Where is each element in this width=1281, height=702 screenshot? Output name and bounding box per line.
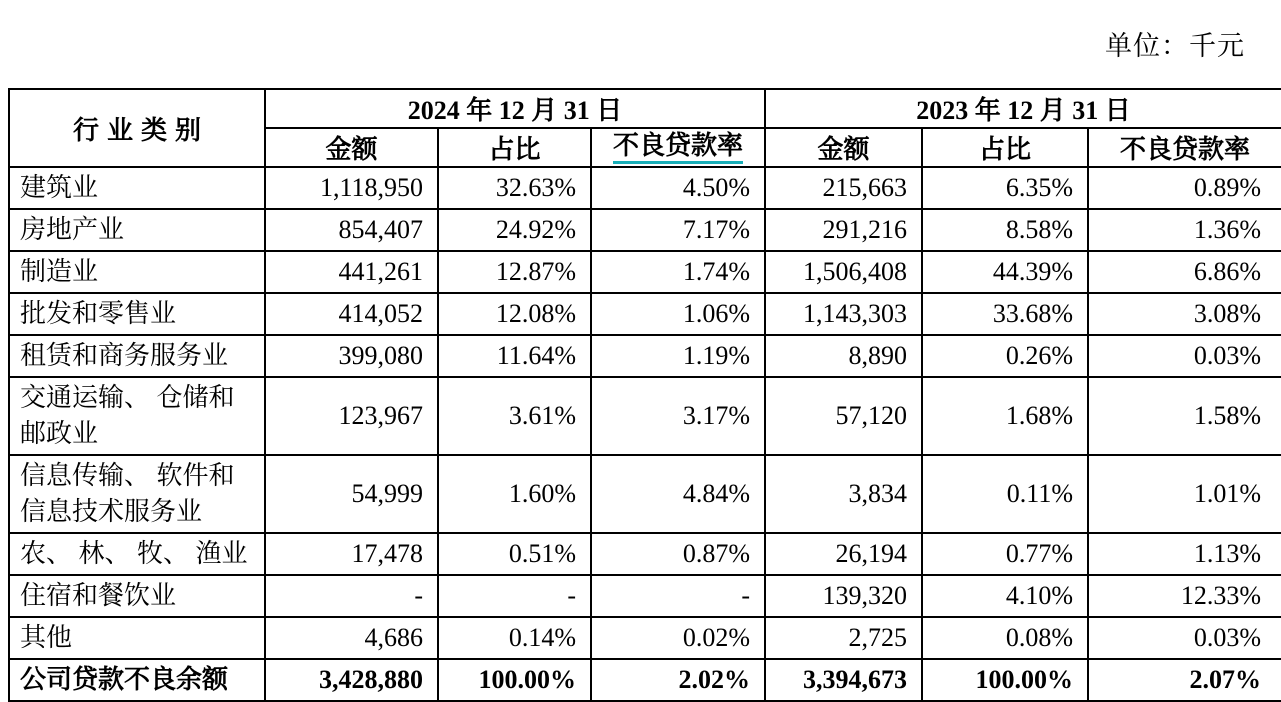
column-header-amount-2023: 金额 <box>765 128 922 167</box>
table-row <box>9 167 1281 209</box>
share-2023-cell: 6.35% <box>922 167 1088 209</box>
npl-2023-cell: 1.13% <box>1088 533 1281 575</box>
column-header-industry: 行业类别 <box>9 89 265 167</box>
column-header-amount-2024: 金额 <box>265 128 438 167</box>
share-2024-cell: 1.60% <box>438 455 591 533</box>
industry-category-cell: 建筑业 <box>9 167 265 209</box>
amount-2023-cell: 139,320 <box>765 575 922 617</box>
industry-category-cell: 交通运输、 仓储和 邮政业 <box>9 377 265 455</box>
share-2024-cell: 11.64% <box>438 335 591 377</box>
column-group-2024: 2024 年 12 月 31 日 <box>265 89 765 128</box>
share-2023-cell: 8.58% <box>922 209 1088 251</box>
amount-2023-cell: 57,120 <box>765 377 922 455</box>
amount-2024-cell: 854,407 <box>265 209 438 251</box>
unit-label: 单位：千元 <box>1105 31 1245 61</box>
npl-2024-cell: 1.19% <box>591 335 765 377</box>
amount-2023-cell: 1,506,408 <box>765 251 922 293</box>
industry-category-cell: 农、 林、 牧、 渔业 <box>9 533 265 575</box>
npl-2024-cell: - <box>591 575 765 617</box>
industry-category-cell: 其他 <box>9 617 265 659</box>
share-2024-cell: - <box>438 575 591 617</box>
share-2024-cell: 0.51% <box>438 533 591 575</box>
npl-2023-cell: 12.33% <box>1088 575 1281 617</box>
amount-2024-cell: 17,478 <box>265 533 438 575</box>
npl-underline-accent: 不良贷款率 <box>613 132 743 163</box>
share-2024-cell: 12.87% <box>438 251 591 293</box>
total-label-cell: 公司贷款不良余额 <box>9 659 265 701</box>
table-row <box>9 575 1281 617</box>
npl-2024-cell: 0.87% <box>591 533 765 575</box>
table-row <box>9 335 1281 377</box>
industry-category-cell: 房地产业 <box>9 209 265 251</box>
amount-2024-cell: 123,967 <box>265 377 438 455</box>
total-npl-2024-cell: 2.02% <box>591 659 765 701</box>
amount-2023-cell: 2,725 <box>765 617 922 659</box>
table-row <box>9 377 1281 455</box>
amount-2024-cell: 54,999 <box>265 455 438 533</box>
column-header-npl-2023: 不良贷款率 <box>1088 128 1281 167</box>
industry-loan-table <box>8 88 1281 702</box>
npl-2024-cell: 4.50% <box>591 167 765 209</box>
share-2023-cell: 44.39% <box>922 251 1088 293</box>
table-header-year-row <box>9 89 1281 128</box>
amount-2023-cell: 1,143,303 <box>765 293 922 335</box>
industry-category-cell: 批发和零售业 <box>9 293 265 335</box>
amount-2024-cell: 4,686 <box>265 617 438 659</box>
total-share-2023-cell: 100.00% <box>922 659 1088 701</box>
npl-2023-cell: 0.03% <box>1088 335 1281 377</box>
industry-category-cell: 住宿和餐饮业 <box>9 575 265 617</box>
npl-2024-cell: 3.17% <box>591 377 765 455</box>
share-2023-cell: 33.68% <box>922 293 1088 335</box>
share-2024-cell: 12.08% <box>438 293 591 335</box>
amount-2023-cell: 215,663 <box>765 167 922 209</box>
table-row <box>9 209 1281 251</box>
column-header-share-2024: 占比 <box>438 128 591 167</box>
total-share-2024-cell: 100.00% <box>438 659 591 701</box>
npl-2023-cell: 1.01% <box>1088 455 1281 533</box>
table-row <box>9 617 1281 659</box>
amount-2024-cell: 414,052 <box>265 293 438 335</box>
total-amount-2023-cell: 3,394,673 <box>765 659 922 701</box>
table-row <box>9 293 1281 335</box>
share-2023-cell: 1.68% <box>922 377 1088 455</box>
share-2024-cell: 3.61% <box>438 377 591 455</box>
industry-category-cell: 信息传输、 软件和 信息技术服务业 <box>9 455 265 533</box>
npl-2023-cell: 3.08% <box>1088 293 1281 335</box>
npl-2024-cell: 0.02% <box>591 617 765 659</box>
total-npl-2023-cell: 2.07% <box>1088 659 1281 701</box>
amount-2024-cell: 399,080 <box>265 335 438 377</box>
share-2023-cell: 0.08% <box>922 617 1088 659</box>
amount-2023-cell: 8,890 <box>765 335 922 377</box>
share-2023-cell: 0.77% <box>922 533 1088 575</box>
npl-2024-cell: 1.06% <box>591 293 765 335</box>
npl-2023-cell: 0.03% <box>1088 617 1281 659</box>
npl-2024-cell: 1.74% <box>591 251 765 293</box>
industry-category-cell: 租赁和商务服务业 <box>9 335 265 377</box>
amount-2024-cell: 441,261 <box>265 251 438 293</box>
amount-2024-cell: - <box>265 575 438 617</box>
npl-2024-cell: 7.17% <box>591 209 765 251</box>
table-total-row <box>9 659 1281 701</box>
amount-2023-cell: 3,834 <box>765 455 922 533</box>
share-2024-cell: 0.14% <box>438 617 591 659</box>
column-header-share-2023: 占比 <box>922 128 1088 167</box>
npl-2023-cell: 1.36% <box>1088 209 1281 251</box>
npl-2023-cell: 0.89% <box>1088 167 1281 209</box>
amount-2023-cell: 26,194 <box>765 533 922 575</box>
total-amount-2024-cell: 3,428,880 <box>265 659 438 701</box>
npl-2024-cell: 4.84% <box>591 455 765 533</box>
table-row <box>9 455 1281 533</box>
share-2023-cell: 0.11% <box>922 455 1088 533</box>
share-2024-cell: 24.92% <box>438 209 591 251</box>
amount-2024-cell: 1,118,950 <box>265 167 438 209</box>
industry-category-cell: 制造业 <box>9 251 265 293</box>
table-row <box>9 533 1281 575</box>
table-row <box>9 251 1281 293</box>
share-2023-cell: 0.26% <box>922 335 1088 377</box>
share-2023-cell: 4.10% <box>922 575 1088 617</box>
npl-2023-cell: 6.86% <box>1088 251 1281 293</box>
npl-2023-cell: 1.58% <box>1088 377 1281 455</box>
share-2024-cell: 32.63% <box>438 167 591 209</box>
column-header-npl-2024 <box>591 128 765 167</box>
amount-2023-cell: 291,216 <box>765 209 922 251</box>
column-group-2023: 2023 年 12 月 31 日 <box>765 89 1281 128</box>
